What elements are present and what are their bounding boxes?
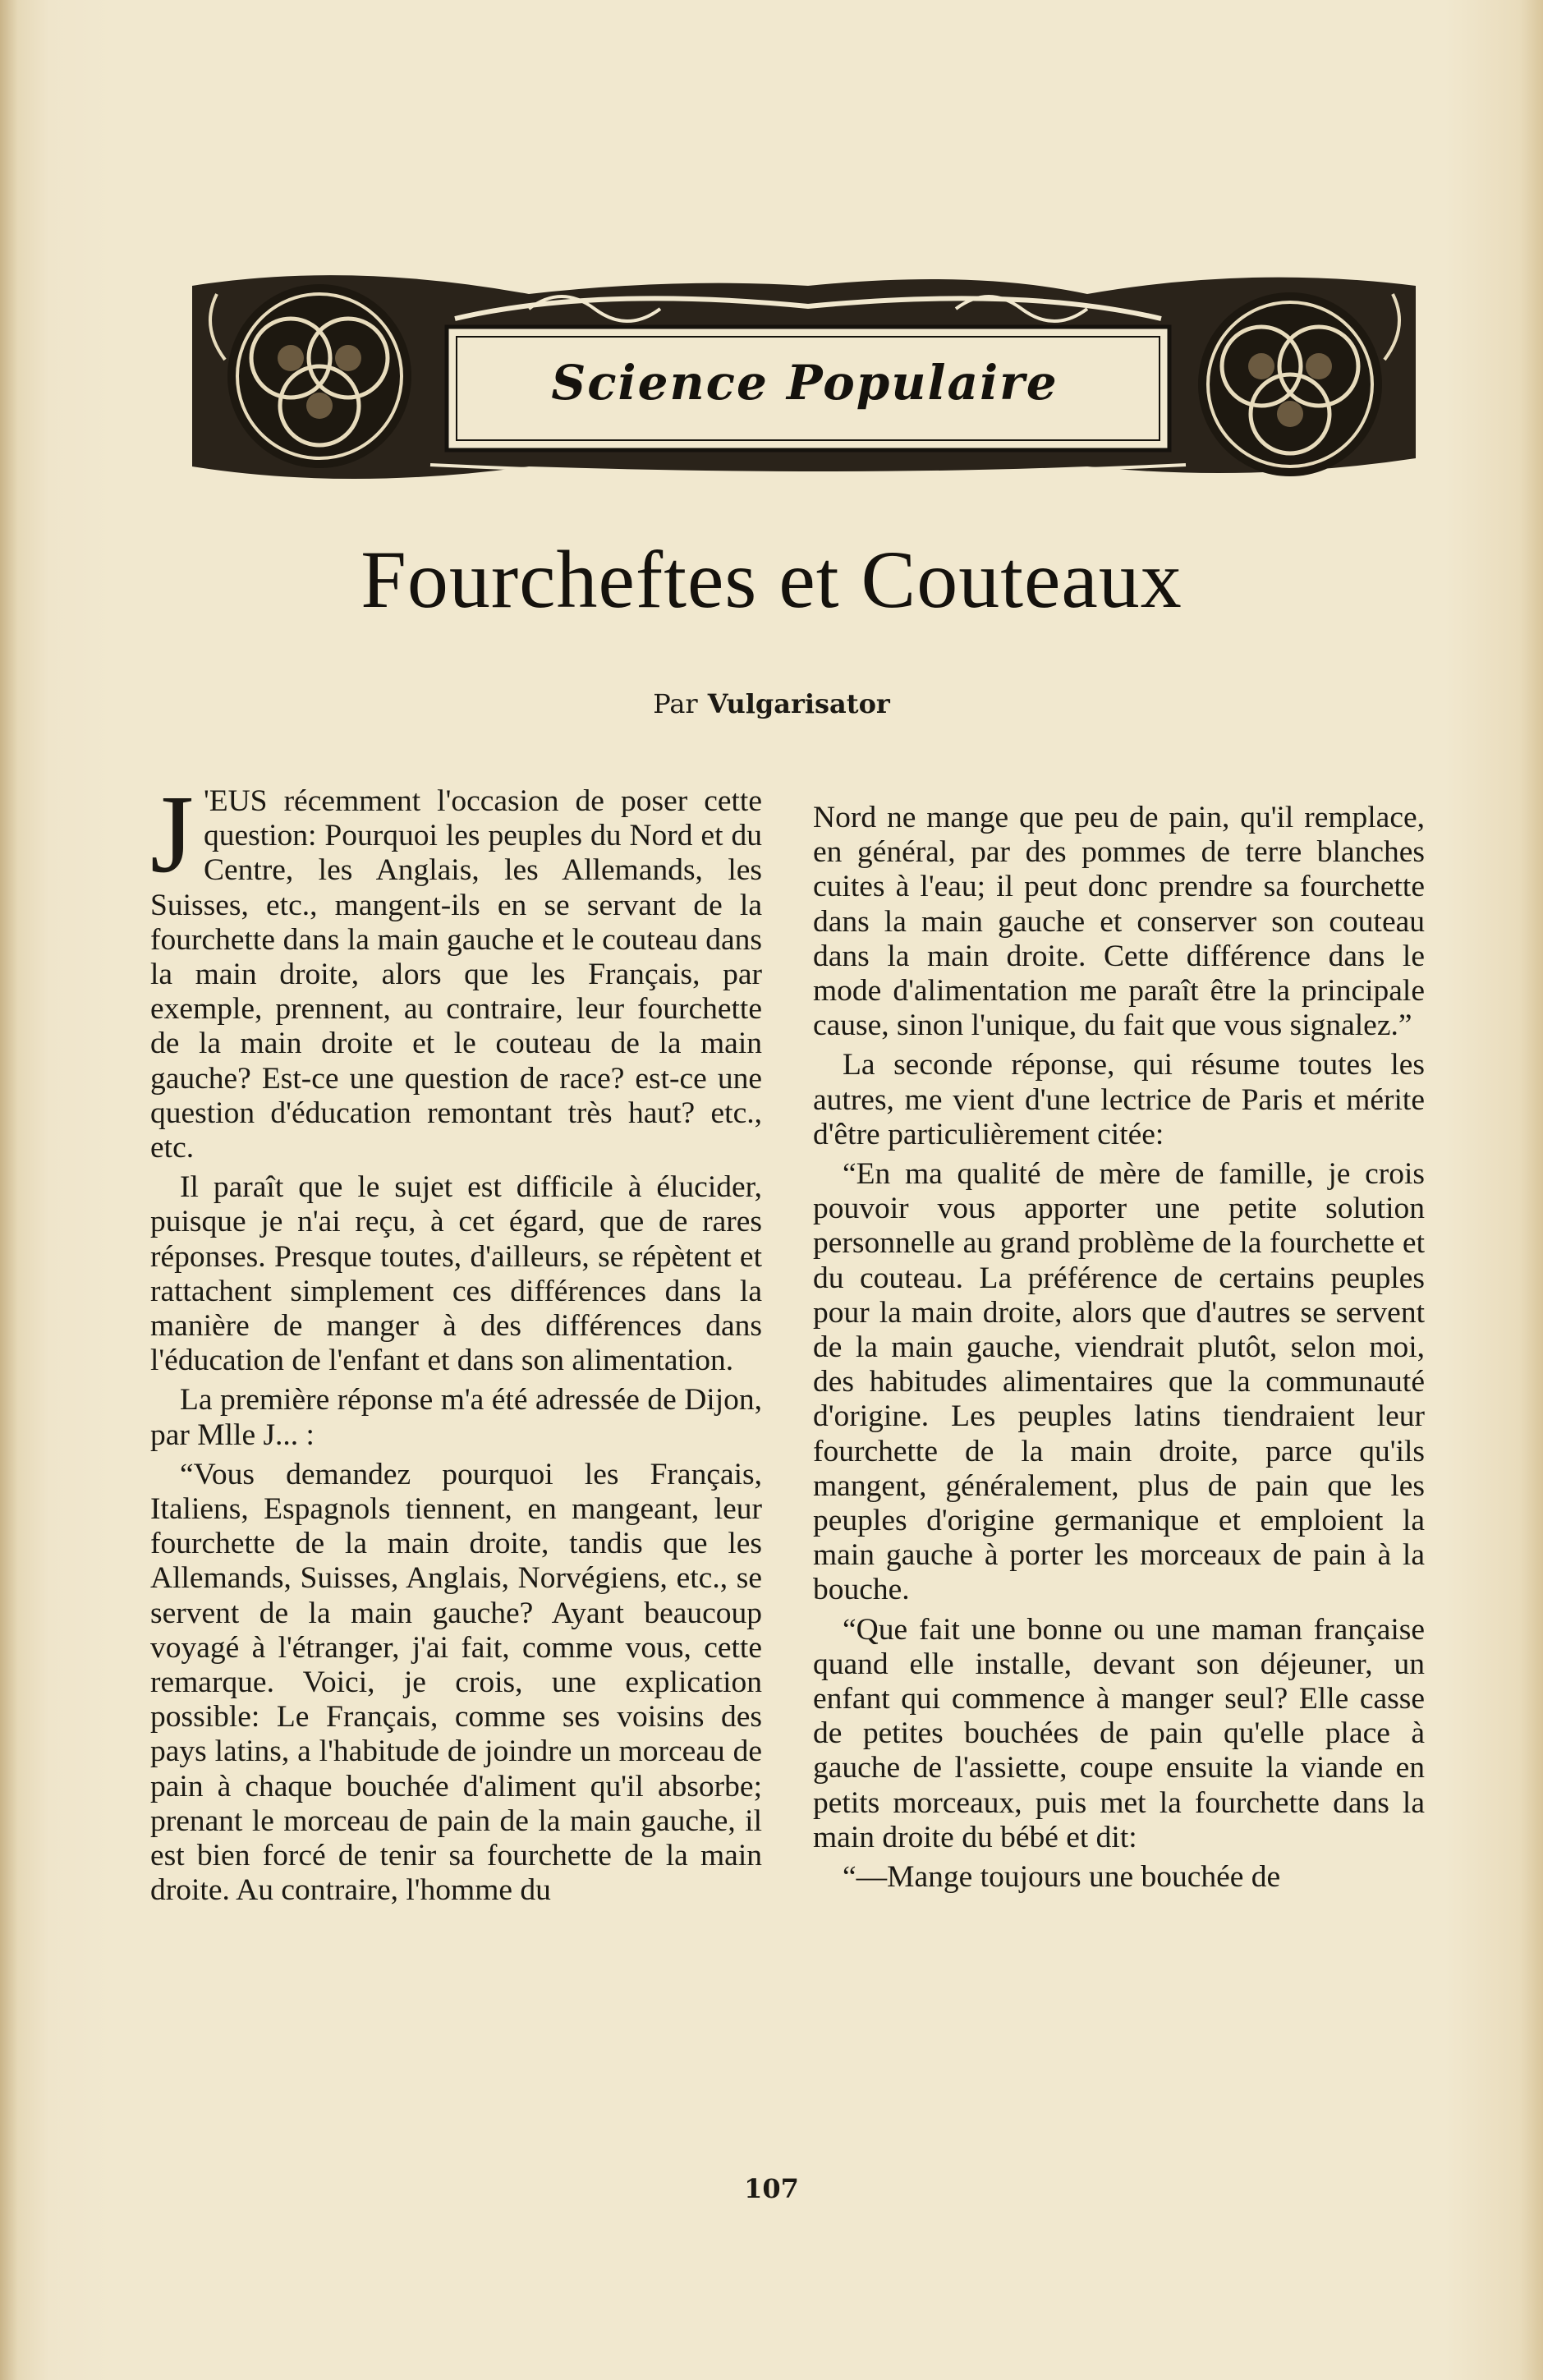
drop-cap: J <box>150 773 194 896</box>
byline-prefix: Par <box>653 688 698 719</box>
paragraph: Nord ne mange que peu de pain, qu'il remplace, en général, par des pommes de terre blanches cuites à l'eau; il peut donc prendre sa fourchette dans la main gauche et conserver son couteau dans la main droite. Cette différence dans le mode d'alimentation me paraît être la principale cause, sinon l'unique, du fait que vous signalez.” <box>813 801 1425 1043</box>
paragraph: “En ma qualité de mère de famille, je crois pouvoir vous apporter une petite solution personnelle au grand problème de la fourchette et du couteau. La préférence de certains peuples pour la main droite, alors que d'autres se servent de la main gauche, viendrait plutôt, selon moi, des habitudes alimentaires que la communauté d'origine. Les peuples latins tiendraient leur fourchette de la main droite, parce qu'ils mangent, généralement, plus de pain que les peuples d'origine germanique et emploient la main gauche à porter les morceaux de pain à la bouche. <box>813 1157 1425 1607</box>
paragraph: J 'EUS récemment l'occasion de poser cette question: Pourquoi les peuples du Nord et du Centre, les Anglais, les Allemands, les Suisses, etc., mangent-ils en se servant de la fourchette dans la main gauche et le couteau dans la main droite, alors que les Français, par exemple, prennent, au contraire, leur fourchette de la main droite et le couteau de la main gauche? Est-ce une question de race? est-ce une question d'éducation remontant très haut? etc., etc. <box>150 773 762 1165</box>
paragraph: “Vous demandez pourquoi les Français, Italiens, Espagnols tiennent, en mangeant, leur fourchette de la main droite, tandis que les Allemands, Suisses, Anglais, Norvégiens, etc., se servent de la main gauche? Ayant beaucoup voyagé à l'étranger, j'ai fait, comme vous, cette remarque. Voici, je crois, une explication possible: Le Français, comme ses voisins des pays latins, a l'habitude de joindre un morceau de pain à chaque bouchée d'aliment qu'il absorbe; prenant le morceau de pain de la main gauche, il est bien forcé de tenir sa fourchette de la main droite. Au contraire, l'homme du <box>150 1457 762 1908</box>
paragraph: Il paraît que le sujet est difficile à élucider, puisque je n'ai reçu, à cet égard, que de rares réponses. Presque toutes, d'ailleurs, se répètent et rattachent simplement ces différences dans la manière de manger à des différences dans l'éducation de l'enfant et dans son alimentation. <box>150 1170 762 1378</box>
paragraph: La première réponse m'a été adressée de Dijon, par Mlle J... : <box>150 1383 762 1452</box>
section-label: Science Populaire <box>551 355 1059 411</box>
author-name: Vulgarisator <box>707 688 890 719</box>
article-title: Fourcheftes et Couteaux <box>360 534 1183 625</box>
left-column <box>150 773 762 1914</box>
page-number: 107 <box>744 2173 799 2204</box>
right-column <box>813 801 1425 1900</box>
paragraph: “Que fait une bonne ou une maman française quand elle installe, devant son déjeuner, un enfant qui commence à manger seul? Elle casse de petites bouchées de pain qu'elle place à gauche de l'assiette, coupe ensuite la viande en petits morceaux, puis met la fourchette dans la main droite du bébé et dit: <box>813 1612 1425 1854</box>
paragraph: La seconde réponse, qui résume toutes les autres, me vient d'une lectrice de Paris et mérite d'être particulièrement citée: <box>813 1048 1425 1151</box>
byline <box>0 688 1543 719</box>
paragraph: “—Mange toujours une bouchée de <box>843 1860 1281 1895</box>
